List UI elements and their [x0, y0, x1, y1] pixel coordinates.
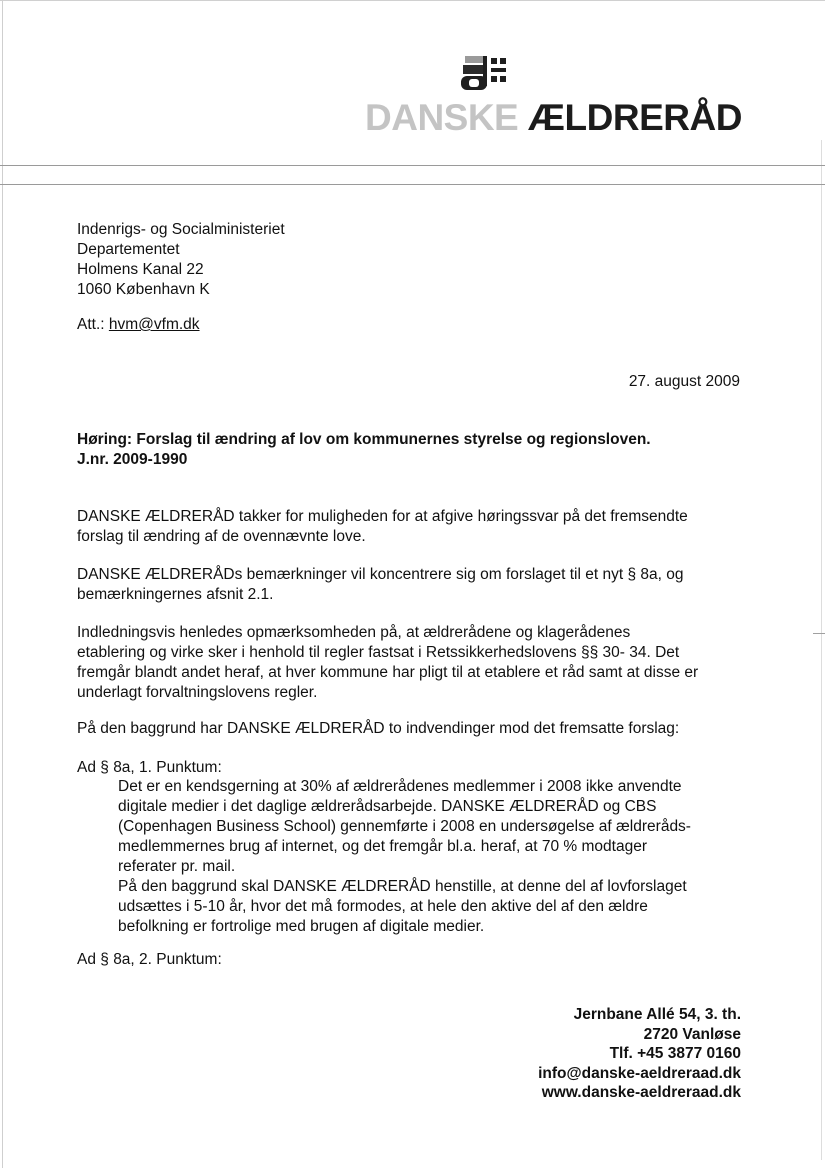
letter-date: 27. august 2009 — [628, 373, 740, 390]
text-line: digitale medier i det daglige ældrerådsarbejde. DANSKE ÆLDRERÅD og CBS — [118, 798, 657, 815]
text-line: etablering og virke sker i henhold til regler fastsat i Retssikkerhedslovens §§ 30- 34. Det — [77, 644, 680, 661]
footer-email[interactable]: info@danske-aeldreraad.dk — [538, 1064, 741, 1082]
paragraph-focus — [77, 565, 683, 605]
paragraph-background — [77, 623, 698, 703]
ad2-heading: Ad § 8a, 2. Punktum: — [77, 951, 222, 968]
text-line: forslag til ændring af de ovennævnte love. — [77, 528, 366, 545]
contact-footer — [538, 1005, 741, 1103]
ad1-body — [118, 777, 691, 937]
footer-postal: 2720 Vanløse — [643, 1025, 741, 1043]
scan-edge-top — [0, 0, 825, 1]
text-line: Indledningsvis henledes opmærksomheden på, at ældrerådene og klagerådenes — [77, 624, 631, 641]
recipient-line: Departementet — [77, 241, 180, 258]
text-line: Det er en kendsgerning at 30% af ældrerådenes medlemmer i 2008 ikke anvendte — [118, 778, 682, 795]
footer-phone: Tlf. +45 3877 0160 — [609, 1045, 741, 1062]
att-label: Att.: — [77, 316, 109, 333]
footer-website[interactable]: www.danske-aeldreraad.dk — [541, 1084, 741, 1101]
att-line — [77, 315, 200, 335]
logo-text-light: DANSKE — [365, 97, 529, 138]
text-line: medlemmernes brug af internet, og det fremgår bl.a. heraf, at 70 % modtager — [118, 838, 647, 855]
header-rule — [0, 184, 825, 185]
text-line: bemærkningernes afsnit 2.1. — [77, 586, 274, 603]
text-line: befolkning er fortrolige med brugen af digitale medier. — [118, 918, 485, 935]
scan-edge-left — [2, 0, 3, 1168]
paragraph-objections: På den baggrund har DANSKE ÆLDRERÅD to indvendinger mod det fremsatte forslag: — [77, 720, 680, 737]
recipient-address — [77, 220, 285, 300]
text-line: DANSKE ÆLDRERÅD takker for muligheden for at afgive høringssvar på det fremsendte — [77, 508, 688, 525]
att-email-link[interactable]: hvm@vfm.dk — [108, 316, 200, 333]
header-rule — [0, 165, 825, 166]
fold-mark — [813, 633, 825, 634]
recipient-line: 1060 København K — [77, 281, 210, 298]
danske-aeldreraad-logo — [350, 48, 742, 148]
scan-edge-right — [821, 140, 822, 1160]
text-line: (Copenhagen Business School) gennemførte i 2008 en undersøgelse af ældreråds- — [118, 818, 691, 835]
text-line: referater pr. mail. — [118, 858, 236, 875]
footer-address: Jernbane Allé 54, 3. th. — [573, 1006, 741, 1023]
logo-text-dark: ÆLDRERÅD — [528, 97, 742, 138]
text-line: udsættes i 5-10 år, hvor det må formodes, at hele den aktive del af den ældre — [118, 898, 648, 915]
paragraph-intro — [77, 507, 688, 547]
text-line: underlagt forvaltningslovens regler. — [77, 684, 318, 701]
text-line: DANSKE ÆLDRERÅDs bemærkninger vil koncentrere sig om forslaget til et nyt § 8a, og — [77, 566, 684, 583]
text-line: På den baggrund skal DANSKE ÆLDRERÅD henstille, at denne del af lovforslaget — [118, 878, 687, 895]
reference-number: J.nr. 2009-1990 — [77, 451, 188, 468]
logo-mark-icon — [457, 52, 511, 100]
subject-line: Høring: Forslag til ændring af lov om kommunernes styrelse og regionsloven. — [77, 431, 651, 448]
recipient-line: Holmens Kanal 22 — [77, 261, 204, 278]
recipient-line: Indenrigs- og Socialministeriet — [77, 221, 285, 238]
text-line: fremgår blandt andet heraf, at hver kommune har pligt til at etablere et råd samt at disse er — [77, 664, 699, 681]
ad1-heading: Ad § 8a, 1. Punktum: — [77, 759, 222, 776]
logo-wordmark — [365, 98, 742, 138]
